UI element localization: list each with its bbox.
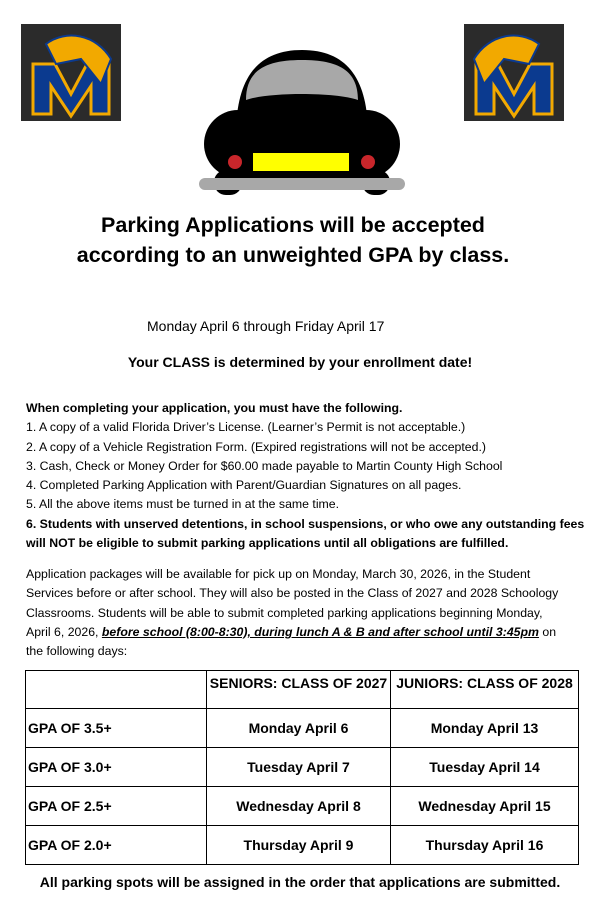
requirement-item: 6. Students with unserved detentions, in school suspensions, or who owe any outstanding fees will NOT be eligible to submit parking applications until all obligations are fulfilled. <box>26 516 585 551</box>
requirement-item: 5. All the above items must be turned in at the same time. <box>26 497 340 512</box>
junior-date-cell: Wednesday April 15 <box>391 787 579 826</box>
senior-date-cell: Tuesday April 7 <box>207 748 391 787</box>
table-row <box>26 709 579 748</box>
footer-note: All parking spots will be assigned in the order that applications are submitted. <box>39 874 561 890</box>
class-note: Your CLASS is determined by your enrollment date! <box>127 354 473 370</box>
requirements-intro: When completing your application, you must have the following. <box>26 401 403 415</box>
table-row <box>26 787 579 826</box>
school-logo-right <box>464 24 564 121</box>
pickup-paragraph <box>26 565 566 661</box>
schedule-table <box>25 670 579 865</box>
requirement-item: 4. Completed Parking Application with Parent/Guardian Signatures on all pages. <box>26 478 462 493</box>
gpa-cell: GPA OF 2.5+ <box>26 787 207 826</box>
junior-date-cell: Thursday April 16 <box>391 826 579 865</box>
requirement-item: 3. Cash, Check or Money Order for $60.00 made payable to Martin County High School <box>26 458 503 473</box>
header-cell <box>26 671 207 709</box>
gpa-cell: GPA OF 3.0+ <box>26 748 207 787</box>
table-row <box>26 826 579 865</box>
paragraph-tail: on the following days: <box>26 624 557 659</box>
car-icon <box>196 40 408 195</box>
senior-date-cell: Thursday April 9 <box>207 826 391 865</box>
paragraph-text: Application packages will be available for pick up on Monday, March 30, 2026, in the Student Services before or after school. They will also be posted in the Class of 2027 and 2028 Schoology Classrooms. Students will be able to submit completed parking applications beginning Monday, April 6, 2026, <box>26 567 559 639</box>
junior-date-cell: Tuesday April 14 <box>391 748 579 787</box>
requirements-list <box>26 399 586 553</box>
header-cell: SENIORS: CLASS OF 2027 <box>207 671 391 709</box>
senior-date-cell: Wednesday April 8 <box>207 787 391 826</box>
junior-date-cell: Monday April 13 <box>391 709 579 748</box>
application-dates: Monday April 6 through Friday April 17 <box>147 318 385 334</box>
requirement-item: 1. A copy of a valid Florida Driver’s License. (Learner’s Permit is not acceptable.) <box>26 420 466 435</box>
table-row <box>26 748 579 787</box>
senior-date-cell: Monday April 6 <box>207 709 391 748</box>
requirement-item: 2. A copy of a Vehicle Registration Form. (Expired registrations will not be accepted.) <box>26 439 486 454</box>
gpa-cell: GPA OF 3.5+ <box>26 709 207 748</box>
table-header-row <box>26 671 579 709</box>
page-title: Parking Applications will be accepted according to an unweighted GPA by class. <box>76 213 510 267</box>
header-cell: JUNIORS: CLASS OF 2028 <box>391 671 579 709</box>
gpa-cell: GPA OF 2.0+ <box>26 826 207 865</box>
school-logo-left <box>21 24 121 121</box>
paragraph-emphasis: before school (8:00-8:30), during lunch A & B and after school until 3:45pm <box>101 624 539 639</box>
